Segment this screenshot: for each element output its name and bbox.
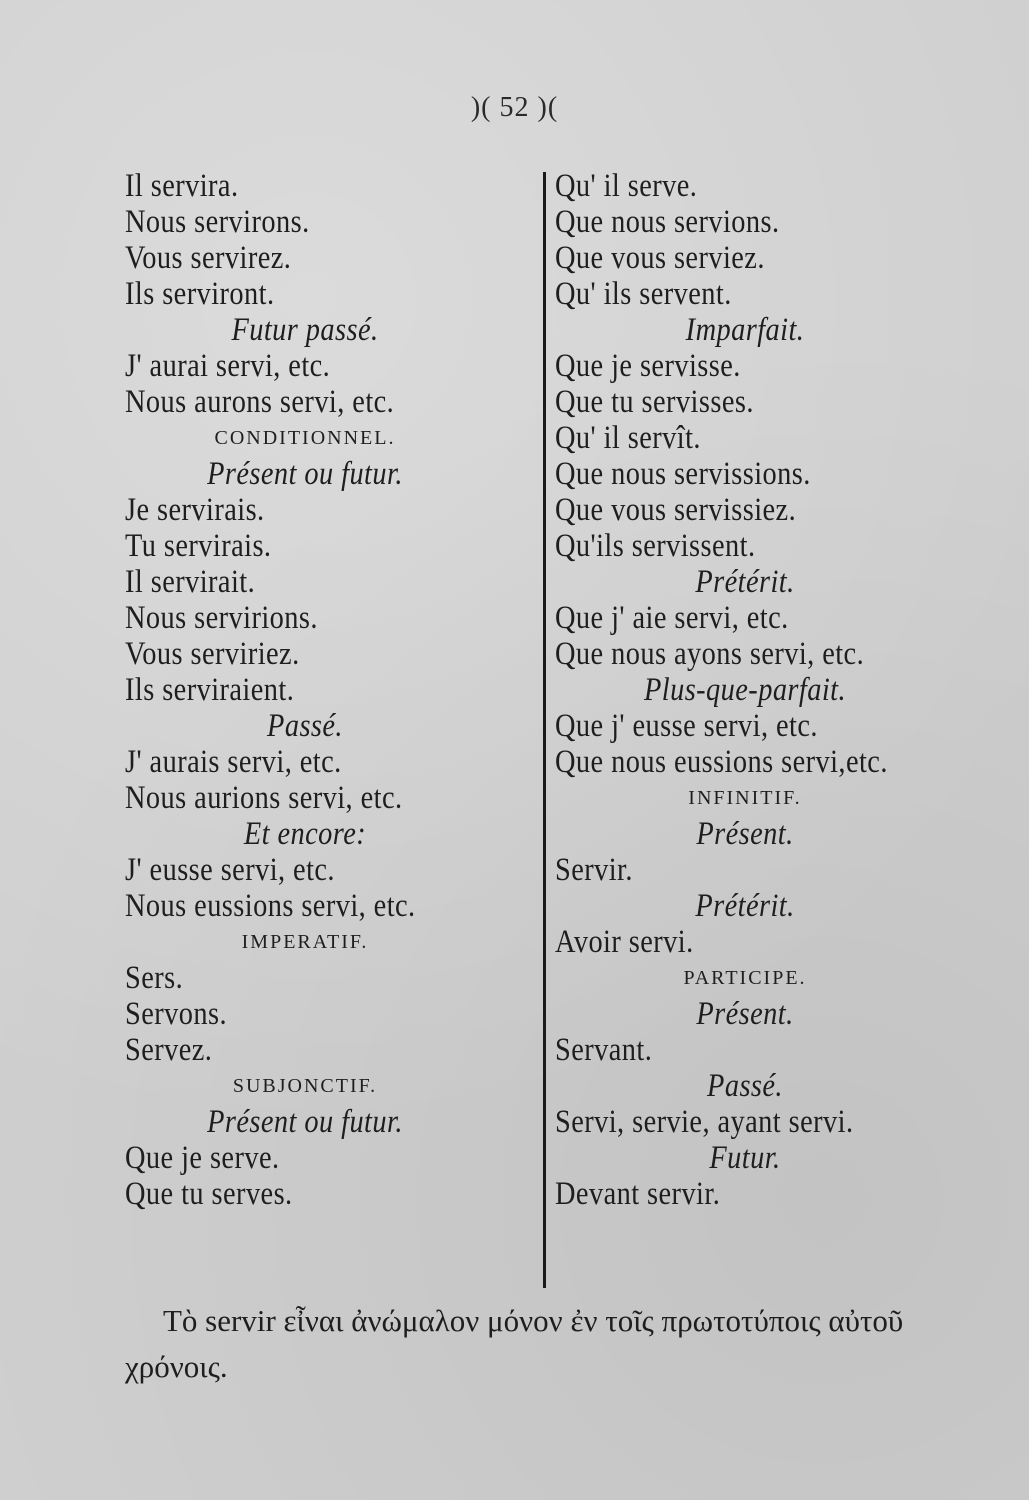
text-line: Nous aurons servi, etc. xyxy=(125,384,395,420)
text-line: Nous servirions. xyxy=(125,600,318,636)
text-line: Servant. xyxy=(555,1032,653,1068)
text-line: Nous aurions servi, etc. xyxy=(125,780,403,816)
text-line: Que vous serviez. xyxy=(555,240,765,276)
footnote xyxy=(125,1298,985,1390)
text-line: Ils serviront. xyxy=(125,276,275,312)
text-line: Que vous servissiez. xyxy=(555,492,797,528)
text-line: Avoir servi. xyxy=(555,924,694,960)
text-line: Nous eussions servi, etc. xyxy=(125,888,416,924)
page-number: )( 52 )( xyxy=(470,92,559,123)
text-line: Devant servir. xyxy=(555,1176,721,1212)
text-line: Ils serviraient. xyxy=(125,672,295,708)
text-line: Tu servirais. xyxy=(125,528,272,564)
section-heading: SUBJONCTIF. xyxy=(232,1075,378,1097)
tense-heading: Présent ou futur. xyxy=(207,456,403,492)
text-line: Vous serviriez. xyxy=(125,636,300,672)
section-heading: CONDITIONNEL. xyxy=(214,427,396,449)
text-line: J' eusse servi, etc. xyxy=(125,852,335,888)
text-line: Que tu servisses. xyxy=(555,384,754,420)
tense-heading: Passé. xyxy=(267,708,343,744)
tense-heading: Futur. xyxy=(709,1140,781,1176)
text-line: Il servira. xyxy=(125,168,239,204)
text-line: Que je serve. xyxy=(125,1140,280,1176)
tense-heading: Et encore: xyxy=(243,816,367,852)
text-line: Servons. xyxy=(125,996,227,1032)
text-line: Que je servisse. xyxy=(555,348,741,384)
text-line: Vous servirez. xyxy=(125,240,292,276)
section-heading: PARTICIPE. xyxy=(683,967,807,989)
text-line: Que nous ayons servi, etc. xyxy=(555,636,865,672)
text-line: Il servirait. xyxy=(125,564,256,600)
text-line: Servir. xyxy=(555,852,633,888)
column-divider xyxy=(543,172,546,1288)
text-line: Qu' ils servent. xyxy=(555,276,732,312)
tense-heading: Présent. xyxy=(696,816,794,852)
text-line: Que j' eusse servi, etc. xyxy=(555,708,818,744)
footnote-line-2: χρόνοις. xyxy=(125,1349,228,1384)
section-heading: IMPERATIF. xyxy=(241,931,369,953)
text-line: Qu'ils servissent. xyxy=(555,528,756,564)
tense-heading: Présent ou futur. xyxy=(207,1104,403,1140)
text-line: Qu' il servît. xyxy=(555,420,701,456)
tense-heading: Prétérit. xyxy=(695,564,795,600)
text-line: Je servirais. xyxy=(125,492,265,528)
text-line: Que nous servions. xyxy=(555,204,780,240)
tense-heading: Prétérit. xyxy=(695,888,795,924)
text-line: Que tu serves. xyxy=(125,1176,293,1212)
text-line: Que nous eussions servi,etc. xyxy=(555,744,888,780)
text-line: J' aurais servi, etc. xyxy=(125,744,342,780)
text-line: J' aurai servi, etc. xyxy=(125,348,331,384)
tense-heading: Futur passé. xyxy=(231,312,379,348)
text-line: Servi, servie, ayant servi. xyxy=(555,1104,854,1140)
text-line: Servez. xyxy=(125,1032,213,1068)
tense-heading: Présent. xyxy=(696,996,794,1032)
left-column xyxy=(125,168,525,1212)
section-heading: INFINITIF. xyxy=(688,787,802,809)
text-line: Nous servirons. xyxy=(125,204,310,240)
right-column xyxy=(555,168,975,1212)
tense-heading: Passé. xyxy=(707,1068,783,1104)
tense-heading: Plus-que-parfait. xyxy=(643,672,847,708)
text-line: Sers. xyxy=(125,960,184,996)
text-line: Que j' aie servi, etc. xyxy=(555,600,789,636)
text-line: Que nous servissions. xyxy=(555,456,811,492)
text-line: Qu' il serve. xyxy=(555,168,698,204)
tense-heading: Imparfait. xyxy=(685,312,805,348)
footnote-line-1: Τὸ servir εἶναι ἀνώμαλον μόνον ἐν τοῖς πρωτοτύποις αὐτοῦ xyxy=(163,1303,904,1338)
